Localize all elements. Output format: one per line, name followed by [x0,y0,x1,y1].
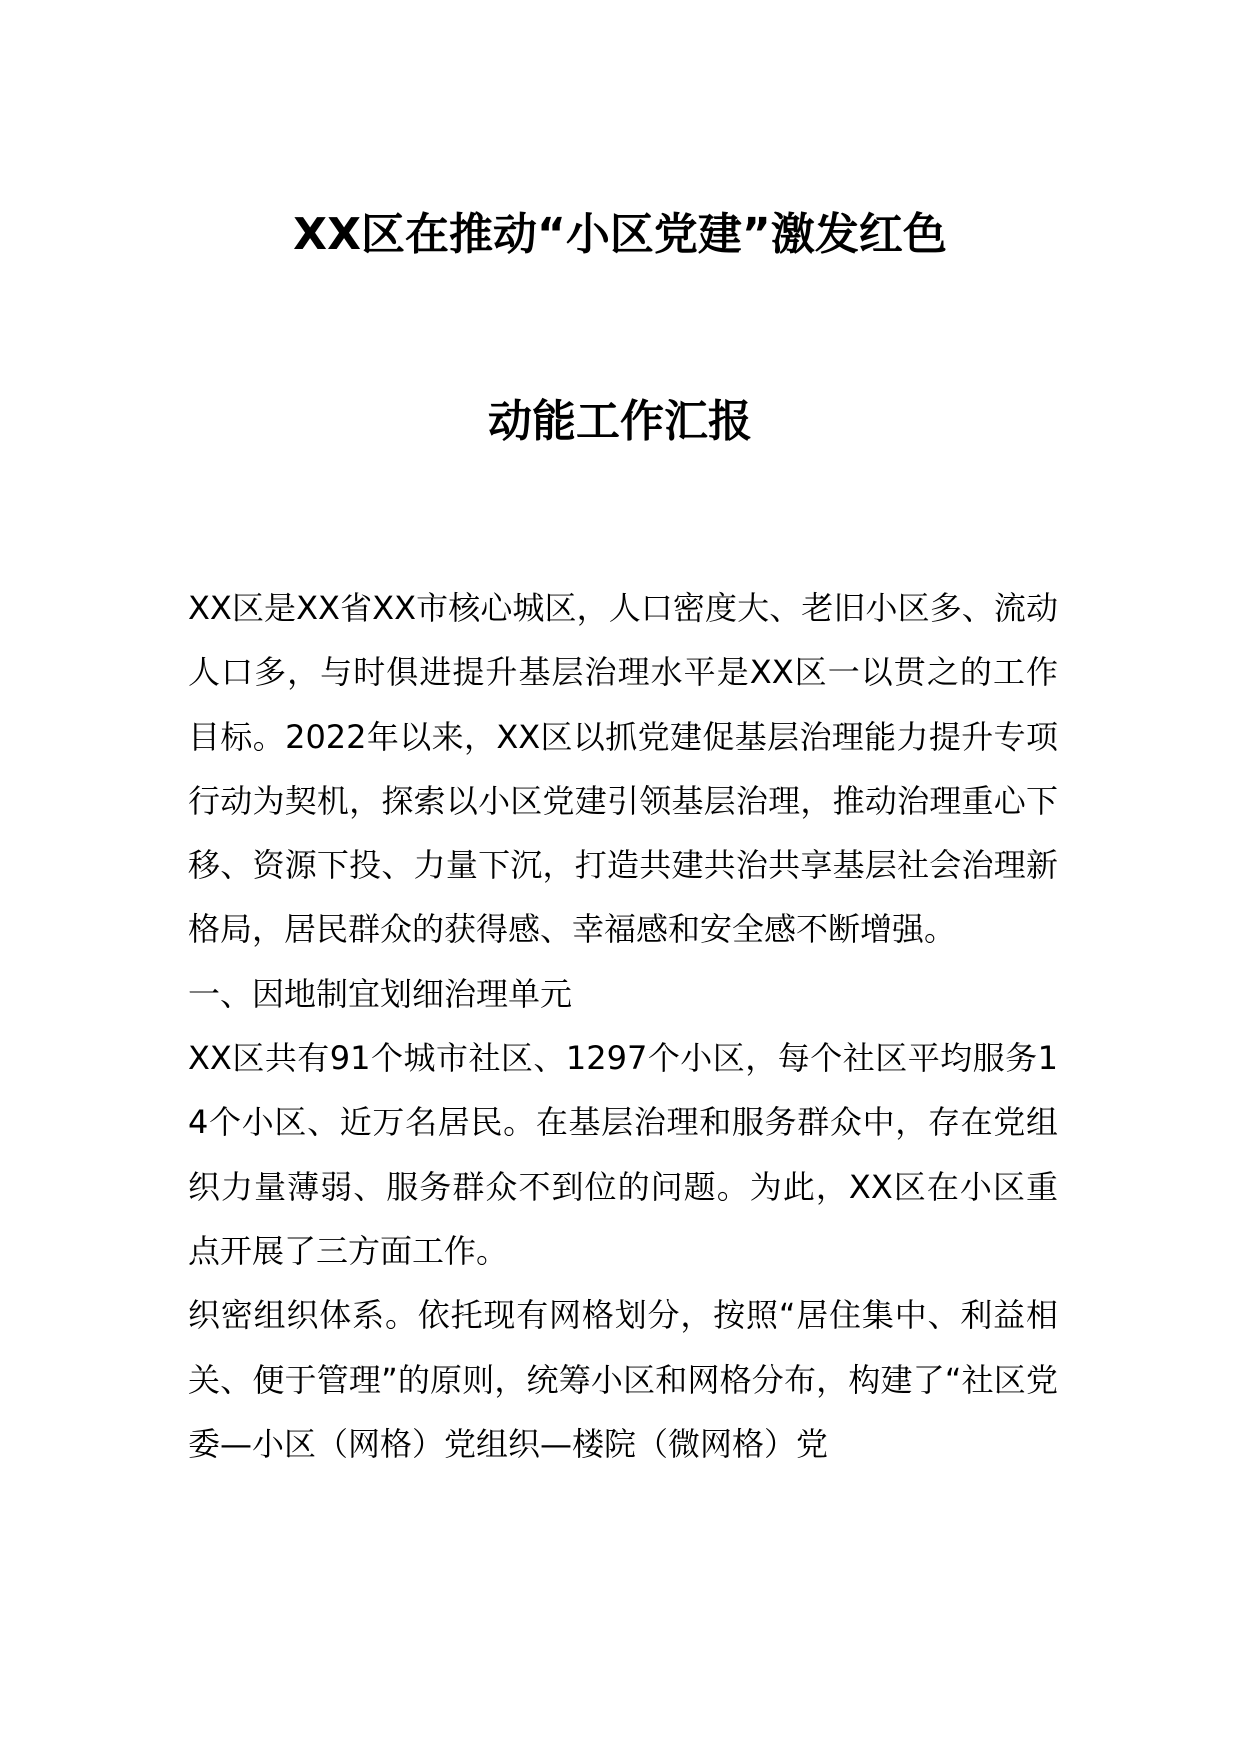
section-heading-1: 一、因地制宜划细治理单元 [188,974,573,1013]
document-body [188,576,1058,1476]
intro-paragraph: XX区是XX省XX市核心城区，人口密度大、老旧小区多、流动人口多，与时俱进提升基层治理水平是XX区一以贯之的工作目标。2022年以来，XX区以抓党建促基层治理能力提升专项行动为契机，探索以小区党建引领基层治理，推动治理重心下移、资源下投、力量下沉，打造共建共治共享基层社会治理新格局，居民群众的获得感、幸福感和安全感不断增强。 [188,589,1058,949]
section-1-subparagraph: 织密组织体系。依托现有网格划分，按照“居住集中、利益相关、便于管理”的原则，统筹小区和网格分布，构建了“社区党委—小区（网格）党组织—楼院（微网格）党 [188,1296,1058,1463]
document-title-line-2: 动能工作汇报 [488,396,752,447]
section-1-paragraph: XX区共有91个城市社区、1297个小区，每个社区平均服务14个小区、近万名居民。在基层治理和服务群众中，存在党组织力量薄弱、服务群众不到位的问题。为此，XX区在小区重点开展了三方面工作。 [188,1039,1058,1270]
document-title-line-1: XX区在推动“小区党建”激发红色 [293,209,947,260]
